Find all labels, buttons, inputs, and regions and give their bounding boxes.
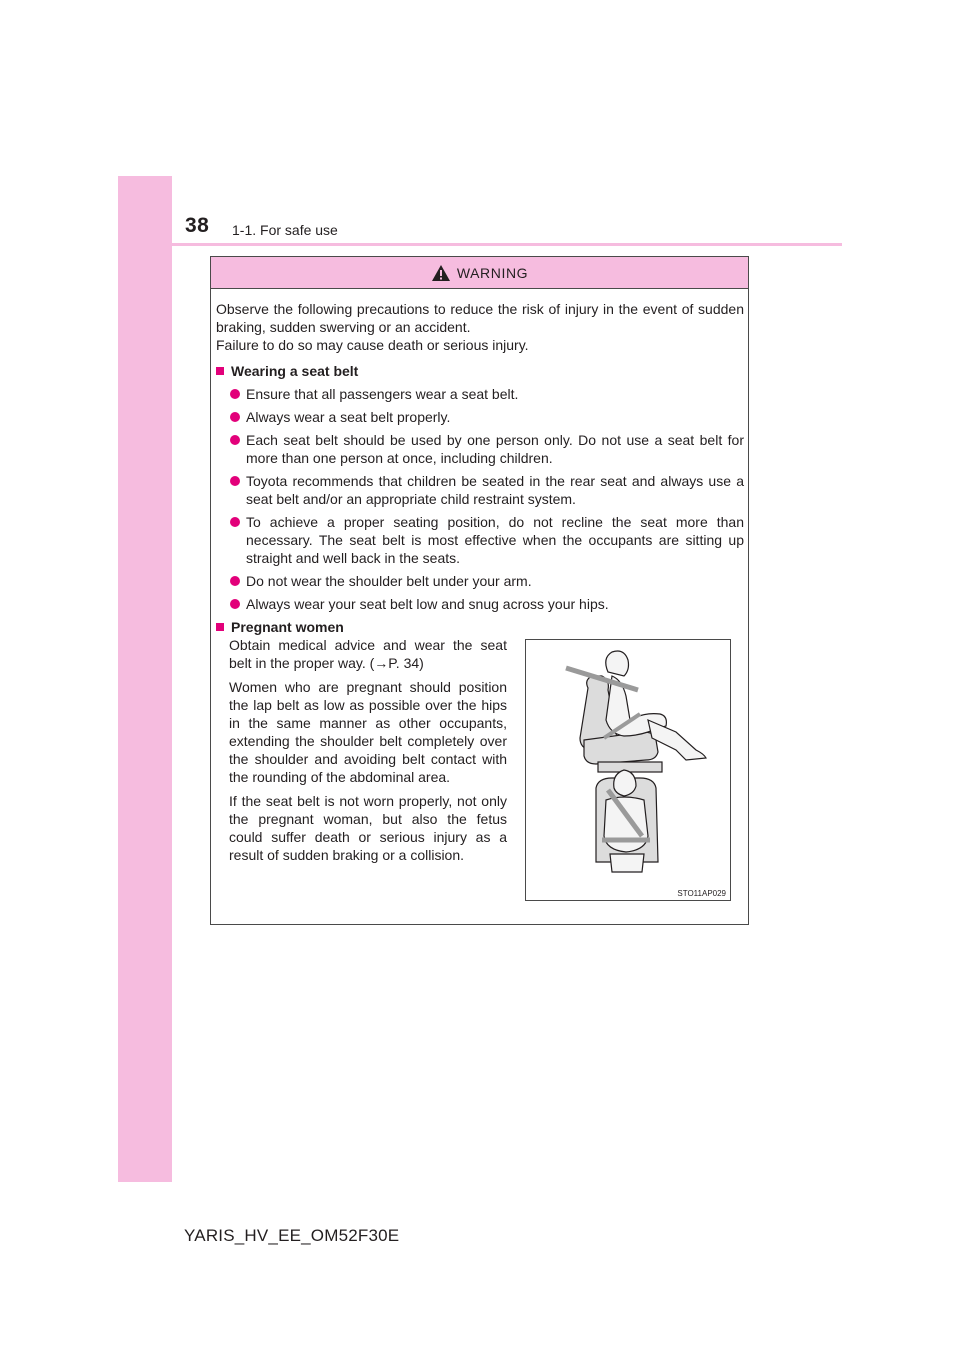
list-item: To achieve a proper seating position, do not recline the seat more than necessary. The seat belt is most effective when the occupants are sitting up straight and well back in the seats. [230, 513, 744, 567]
warning-intro [216, 300, 744, 354]
paragraph: If the seat belt is not worn properly, not only the pregnant woman, but also the fetus could suffer death or serious injury as a result of sudden braking or a collision. [229, 793, 507, 863]
bullet-dot-icon [230, 389, 240, 399]
bullet-dot-icon [230, 517, 240, 527]
side-tab-band [118, 176, 172, 1182]
bullet-dot-icon [230, 576, 240, 586]
list-item: Ensure that all passengers wear a seat belt. [230, 385, 744, 403]
page-number: 38 [185, 214, 210, 237]
bullet-dot-icon [230, 412, 240, 422]
paragraph: Women who are pregnant should position the lap belt as low as possible over the hips in the same manner as other occupants, extending the shoulder belt completely over the shoulder and avoiding belt contact with the rounding of the abdominal area. [229, 679, 507, 785]
list-item: Toyota recommends that children be seated in the rear seat and always use a seat belt and/or an appropriate child restraint system. [230, 472, 744, 508]
bullet-dot-icon [230, 476, 240, 486]
document-code: YARIS_HV_EE_OM52F30E [184, 1226, 400, 1245]
intro-paragraph: Observe the following precautions to reduce the risk of injury in the event of sudden braking, sudden swerving or an accident. [216, 301, 744, 335]
list-item: Always wear your seat belt low and snug across your hips. [230, 595, 744, 613]
list-item: Always wear a seat belt properly. [230, 408, 744, 426]
warning-triangle-icon [431, 264, 451, 282]
square-bullet-icon [216, 623, 224, 631]
section-heading-pregnant-women: Pregnant women [216, 618, 744, 636]
warning-content [216, 300, 744, 641]
header-rule [118, 243, 842, 246]
intro-paragraph: Failure to do so may cause death or serious injury. [216, 337, 529, 353]
pregnant-woman-seatbelt-illustration [525, 639, 731, 901]
warning-header [211, 257, 748, 289]
bullet-dot-icon [230, 599, 240, 609]
section-title: 1-1. For safe use [232, 222, 338, 238]
figure-code: STO11AP029 [677, 889, 726, 898]
bullet-dot-icon [230, 435, 240, 445]
list-item: Do not wear the shoulder belt under your arm. [230, 572, 744, 590]
pregnant-women-text [229, 636, 507, 870]
list-item: Each seat belt should be used by one person only. Do not use a seat belt for more than one person at once, including children. [230, 431, 744, 467]
section-heading-seat-belt: Wearing a seat belt [216, 362, 744, 380]
warning-title: WARNING [456, 264, 529, 281]
seatbelt-diagram-icon [526, 640, 730, 886]
square-bullet-icon [216, 367, 224, 375]
paragraph: Obtain medical advice and wear the seat belt in the proper way. (→P. 34) [229, 637, 507, 671]
warning-box [210, 256, 749, 925]
